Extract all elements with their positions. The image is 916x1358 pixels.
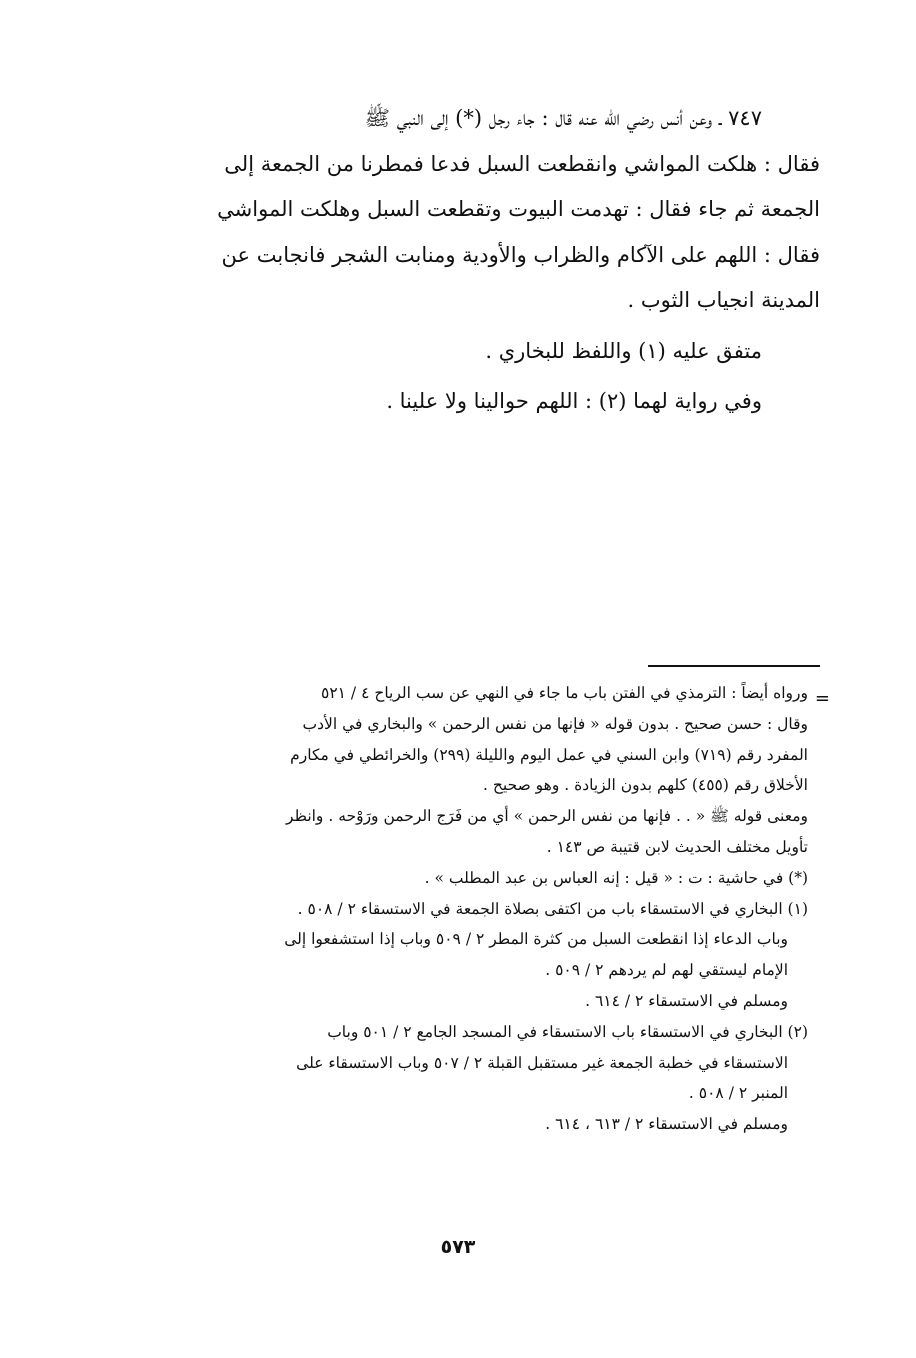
footnote-line: ومسلم في الاستسقاء ٢ / ٦١٣ ، ٦١٤ . — [545, 1115, 788, 1134]
hadith-line-3: الجمعة ثم جاء فقال : تهدمت البيوت وتقطعت السبل وهلكت المواشي — [217, 197, 820, 221]
hadith-riwaya: وفي رواية لهما (٢) : اللهم حوالينا ولا علينا . — [386, 389, 762, 413]
footnote-star: (*) في حاشية : ت : « قيل : إنه العباس بن عبد المطلب » . — [424, 868, 808, 887]
footnote-line: ورواه أيضاً : الترمذي في الفتن باب ما جاء في النهي عن سب الرياح ٤ / ٥٢١ — [321, 684, 808, 702]
footnote-line: الأخلاق رقم (٤٥٥) كلهم بدون الزيادة . وهو صحيح . — [483, 776, 808, 795]
footnote-line: الاستسقاء في خطبة الجمعة غير مستقبل القبلة ٢ / ٥٠٧ وباب الاستسقاء على — [296, 1053, 788, 1072]
footnote-line: الإمام ليستقي لهم لم يردهم ٢ / ٥٠٩ . — [545, 961, 788, 980]
footnote-1: (١) البخاري في الاستسقاء باب من اكتفى بصلاة الجمعة في الاستسقاء ٢ / ٥٠٨ . — [297, 899, 808, 918]
hadith-line-2: فقال : هلكت المواشي وانقطعت السبل فدعا فمطرنا من الجمعة إلى — [224, 151, 820, 176]
hadith-attribution: متفق عليه (١) واللفظ للبخاري . — [485, 338, 762, 363]
footnotes — [118, 678, 808, 1140]
page-number: ٥٧٣ — [440, 1236, 476, 1258]
hadith-text — [130, 96, 820, 425]
hadith-line-4: فقال : اللهم على الآكام والظراب والأودية ومنابت الشجر فانجابت عن — [221, 242, 820, 267]
hadith-line-5: المدينة انجياب الثوب . — [627, 288, 820, 312]
footnote-line: ومسلم في الاستسقاء ٢ / ٦١٤ . — [585, 991, 788, 1010]
footnote-line: ومعنى قوله ﷺ « . . فإنها من نفس الرحمن » أي من فَرَج الرحمن ورَوْحه . وانظر — [286, 807, 808, 826]
footnote-line: المفرد رقم (٧١٩) وابن السني في عمل اليوم والليلة (٢٩٩) والخرائطي في مكارم — [290, 745, 808, 764]
footnote-continuation-mark: = — [814, 688, 830, 709]
footnote-line: وباب الدعاء إذا انقطعت السبل من كثرة المطر ٢ / ٥٠٩ وباب إذا استشفعوا إلى — [284, 930, 788, 949]
footnote-line: المنبر ٢ / ٥٠٨ . — [688, 1084, 788, 1103]
footnote-2: (٢) البخاري في الاستسقاء باب الاستسقاء في المسجد الجامع ٢ / ٥٠١ وباب — [327, 1022, 808, 1041]
hadith-line-1: ٧٤٧ ـ وعن أنس رضي الله عنه قال : جاء رجل (*) إلى النبي ﷺ — [364, 106, 762, 130]
footnote-separator — [648, 665, 820, 667]
footnote-line: وقال : حسن صحيح . بدون قوله « فإنها من نفس الرحمن » والبخاري في الأدب — [302, 714, 808, 733]
footnote-line: تأويل مختلف الحديث لابن قتيبة ص ١٤٣ . — [546, 837, 808, 856]
